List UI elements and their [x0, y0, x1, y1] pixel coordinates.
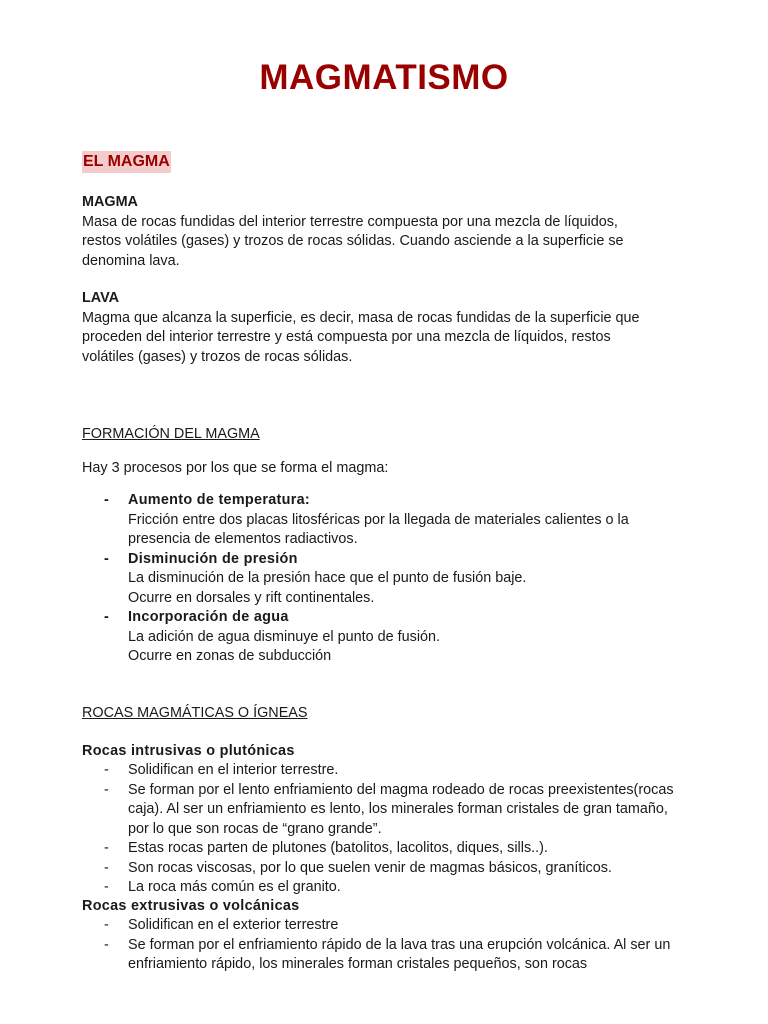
list-item — [82, 859, 682, 879]
lava-text: Magma que alcanza la superficie, es decir, masa de rocas fundidas de la superficie que proceden del interior terrestre y está compuesta por una mezcla de líquidos, restos volátiles (gases) y trozos de rocas sólidas. — [82, 309, 640, 365]
process-title: Disminución de presión — [128, 550, 298, 567]
process-line: La adición de agua disminuye el punto de fusión. — [128, 628, 441, 645]
list-dash: - — [104, 492, 109, 508]
magma-text: Masa de rocas fundidas del interior terrestre compuesta por una mezcla de líquidos, restos volátiles (gases) y trozos de rocas sólidas. Cuando asciende a la superficie se denomina lava. — [82, 213, 624, 269]
process-line: Ocurre en dorsales y rift continentales. — [128, 589, 375, 606]
list-item-text: Estas rocas parten de plutones (batolitos, lacolitos, diques, sills..). — [128, 840, 548, 856]
list-item-text: Se forman por el enfriamiento rápido de la lava tras una erupción volcánica. Al ser un enfriamiento rápido, los minerales forman cristales pequeños, son rocas — [128, 936, 671, 972]
lava-definition — [82, 289, 682, 367]
list-dash: - — [104, 859, 109, 876]
list-item-text: Solidifican en el interior terrestre. — [128, 762, 339, 778]
list-dash: - — [104, 936, 109, 953]
extrusivas-list — [82, 916, 682, 975]
list-dash: - — [104, 762, 109, 778]
list-dash: - — [104, 609, 109, 625]
list-item — [82, 761, 682, 781]
list-dash: - — [104, 781, 109, 798]
list-dash: - — [104, 840, 109, 856]
section-heading-formacion: FORMACIÓN DEL MAGMA — [82, 426, 260, 442]
list-item-text: Son rocas viscosas, por lo que suelen venir de magmas básicos, graníticos. — [128, 859, 612, 876]
process-title: Aumento de temperatura: — [128, 492, 311, 508]
list-item — [82, 878, 682, 898]
list-dash: - — [104, 550, 109, 567]
section-heading-el-magma: EL MAGMA — [82, 151, 171, 173]
page-title: MAGMATISMO — [259, 58, 509, 97]
formacion-intro: Hay 3 procesos por los que se forma el magma: — [82, 460, 389, 476]
list-item-text: La roca más común es el granito. — [128, 879, 341, 895]
extrusivas-title: Rocas extrusivas o volcánicas — [82, 898, 300, 914]
list-dash: - — [104, 879, 109, 895]
lava-term: LAVA — [82, 290, 120, 306]
list-item — [82, 781, 682, 840]
list-item-text: Solidifican en el exterior terrestre — [128, 917, 339, 933]
process-line: Fricción entre dos placas litosféricas por la llegada de materiales calientes o la presencia de elementos radiactivos. — [128, 511, 629, 547]
section-heading-rocas: ROCAS MAGMÁTICAS O ÍGNEAS — [82, 705, 308, 721]
list-item — [82, 608, 682, 667]
list-item — [82, 936, 682, 975]
process-line: La disminución de la presión hace que el punto de fusión baje. — [128, 570, 527, 586]
list-item-text: Se forman por el lento enfriamiento del magma rodeado de rocas preexistentes(rocas caja). Al ser un enfriamiento es lento, los minerales forman cristales de gran tamaño, por lo que son rocas de “grano grande”. — [128, 781, 674, 837]
magma-definition — [82, 193, 682, 271]
list-item — [82, 550, 682, 609]
magma-term: MAGMA — [82, 194, 138, 210]
list-dash: - — [104, 917, 109, 933]
intrusivas-title: Rocas intrusivas o plutónicas — [82, 743, 295, 759]
formacion-list — [82, 491, 682, 667]
process-line: Ocurre en zonas de subducción — [128, 648, 332, 664]
list-item — [82, 916, 682, 936]
process-title: Incorporación de agua — [128, 609, 289, 625]
intrusivas-list — [82, 761, 682, 898]
list-item — [82, 839, 682, 859]
list-item — [82, 491, 682, 550]
